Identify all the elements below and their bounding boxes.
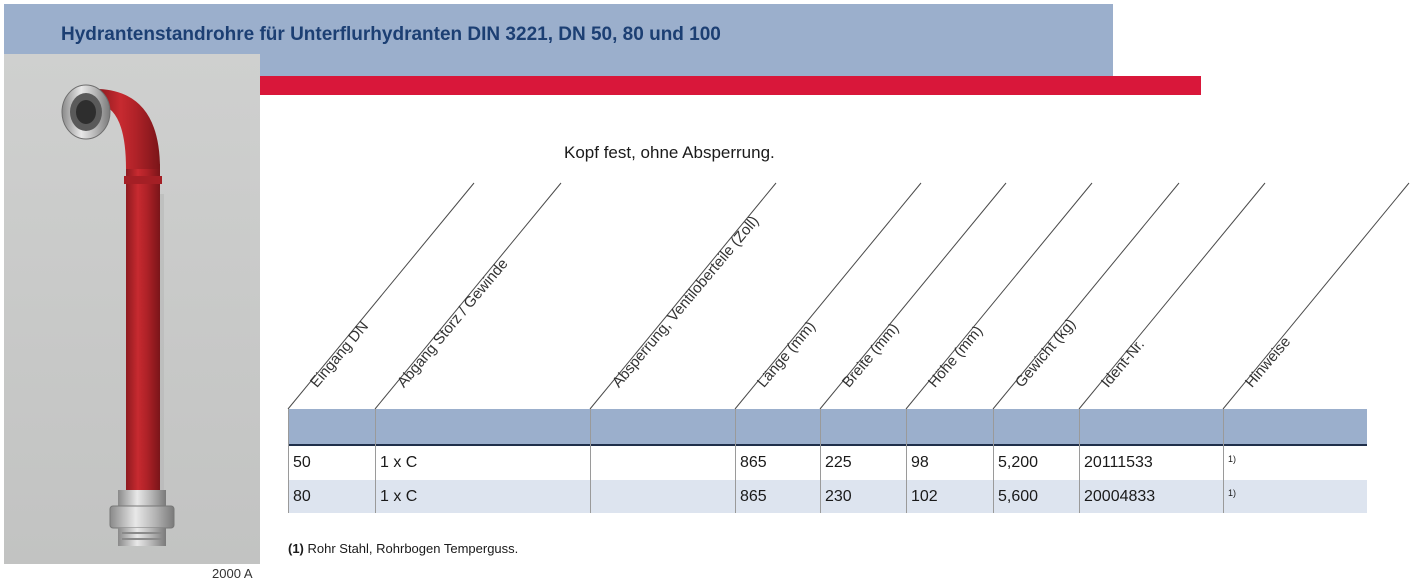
cell-abgang: 1 x C (380, 488, 418, 505)
column-divider (590, 409, 591, 513)
table-header-band (288, 409, 1367, 444)
red-accent-bar (260, 76, 1201, 95)
cell-gewicht: 5,600 (998, 488, 1039, 505)
photo-caption: 2000 A (212, 566, 253, 581)
column-divider (375, 409, 376, 513)
cell-abgang: 1 x C (380, 454, 418, 471)
cell-hinweise: 1) (1228, 488, 1237, 498)
cell-breite: 230 (825, 488, 852, 505)
table-row (288, 446, 1367, 479)
cell-laenge: 865 (740, 488, 767, 505)
column-header-breite: Breite (mm) (838, 320, 903, 391)
table-subtitle: Kopf fest, ohne Absperrung. (564, 143, 775, 162)
table-row (288, 480, 1367, 513)
cell-hoehe: 98 (911, 454, 929, 471)
cell-eingang: 80 (293, 488, 311, 505)
footnote (288, 541, 518, 556)
footnote-text: Rohr Stahl, Rohrbogen Temperguss. (303, 541, 519, 556)
column-header-abgang: Abgang Storz / Gewinde (393, 255, 512, 391)
column-divider (1079, 409, 1080, 513)
column-header-ident-nr: Ident-Nr. (1097, 336, 1148, 391)
column-header-hoehe: Höhe (mm) (924, 322, 987, 391)
cell-hinweise: 1) (1228, 454, 1237, 464)
column-divider (993, 409, 994, 513)
column-header-eingang-dn: Eingang DN (306, 318, 372, 391)
cell-ident-nr: 20004833 (1084, 488, 1156, 505)
cell-breite: 225 (825, 454, 852, 471)
cell-gewicht: 5,200 (998, 454, 1039, 471)
footnote-marker: (1) (288, 541, 304, 556)
standpipe-illustration (4, 54, 260, 564)
column-divider (735, 409, 736, 513)
column-header-laenge: Länge (mm) (753, 318, 819, 391)
column-divider (906, 409, 907, 513)
cell-ident-nr: 20111533 (1084, 454, 1153, 471)
column-header-gewicht: Gewicht (kg) (1011, 315, 1080, 391)
cell-laenge: 865 (740, 454, 767, 471)
cell-eingang: 50 (293, 454, 311, 471)
column-divider (820, 409, 821, 513)
column-header-absperrung: Absperrung, Ventiloberteile (Zoll) (608, 212, 763, 391)
column-divider (1223, 409, 1224, 513)
product-photo (4, 54, 260, 564)
column-header-hinweise: Hinweise (1241, 333, 1295, 391)
column-divider (288, 409, 289, 513)
cell-hoehe: 102 (911, 488, 938, 505)
page-title: Hydrantenstandrohre für Unterflurhydranten DIN 3221, DN 50, 80 und 100 (61, 24, 721, 45)
